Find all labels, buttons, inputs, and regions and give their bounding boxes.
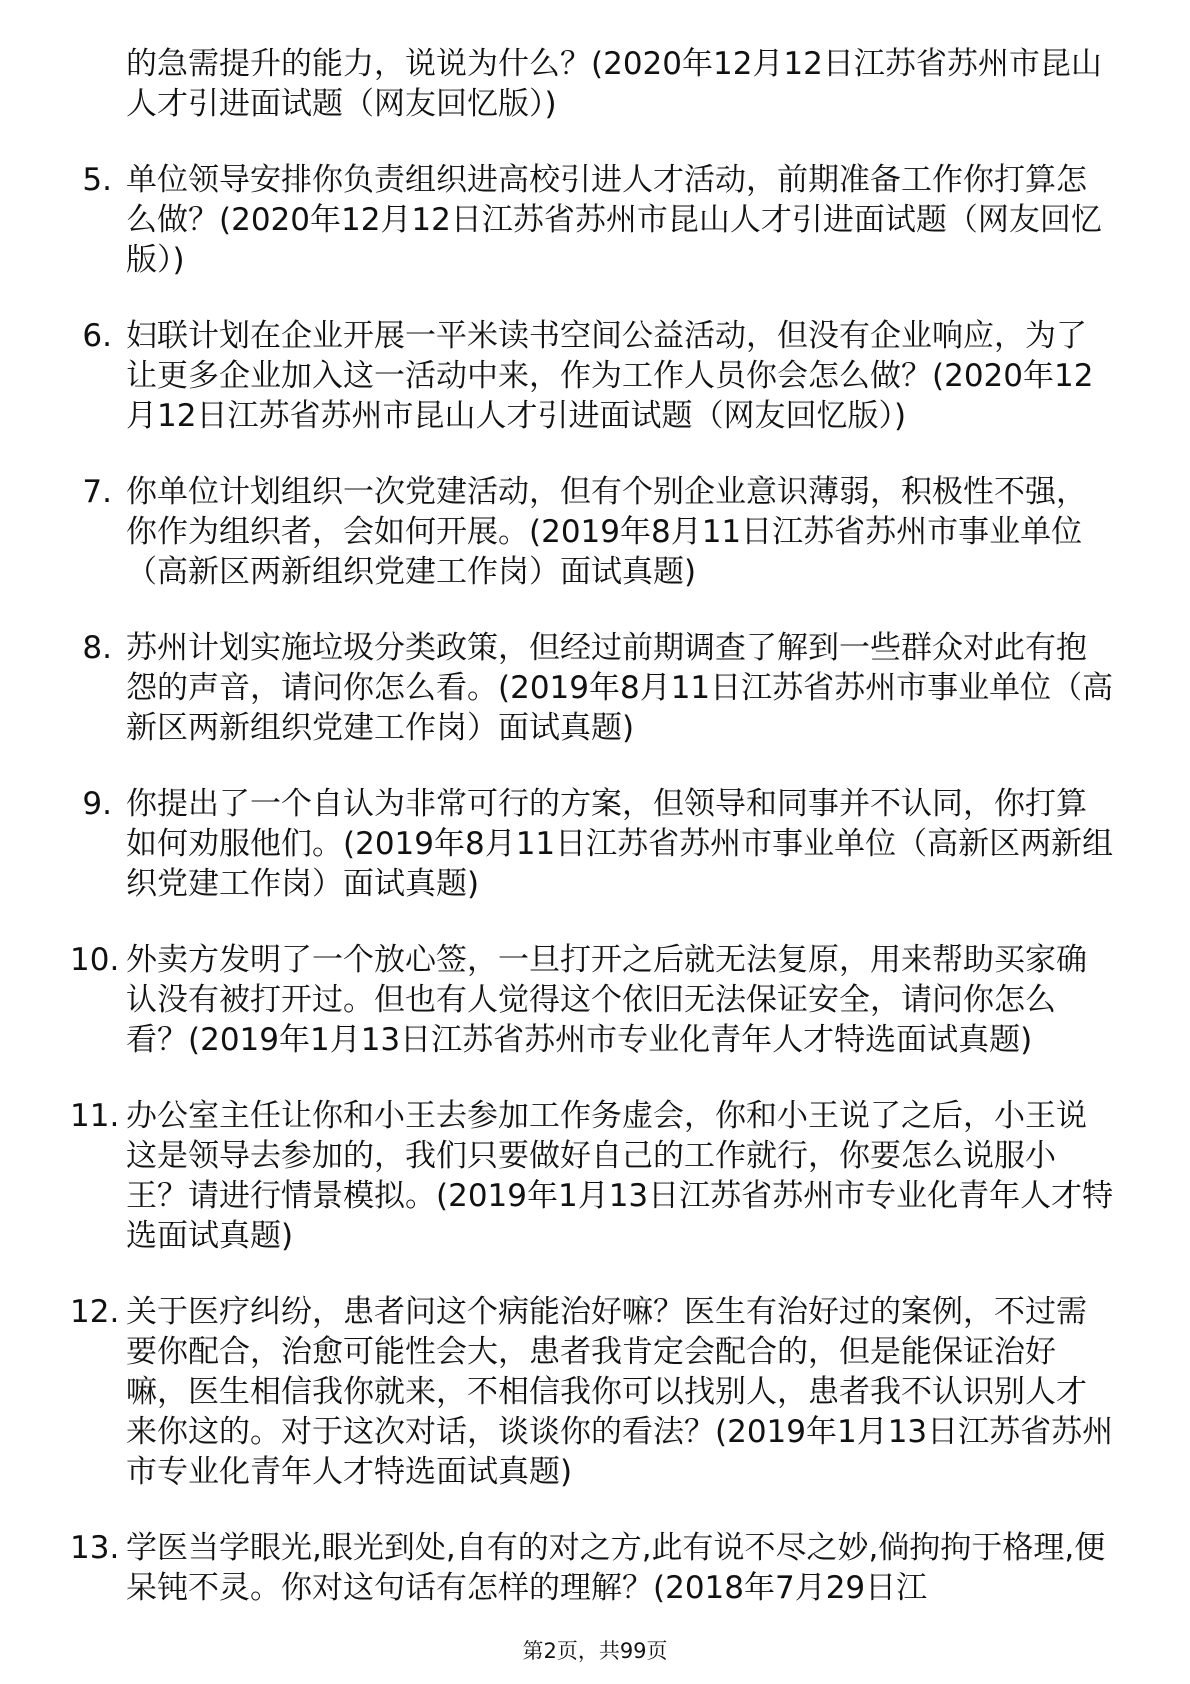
list-item [70,160,1115,280]
list-item [70,1292,1115,1492]
list-item [70,472,1115,592]
list-item [70,628,1115,748]
list-item [70,940,1115,1060]
list-item [70,316,1115,436]
item-text: 学医当学眼光,眼光到处,自有的对之方,此有说不尽之妙,倘拘拘于格理,便呆钝不灵。你对这句话有怎样的理解？(2018年7月29日江 [126,1530,1106,1606]
item-number: 9. [82,786,112,822]
page-footer: 第2页，共99页 [522,1639,668,1663]
item-number: 10. [70,942,120,978]
item-number: 7. [82,474,112,510]
item-number: 11. [70,1098,120,1134]
item-text: 妇联计划在企业开展一平米读书空间公益活动，但没有企业响应，为了让更多企业加入这一活动中来，作为工作人员你会怎么做？(2020年12月12日江苏省苏州市昆山人才引进面试题（网友回忆版）) [126,318,1094,434]
continued-question-text: 的急需提升的能力，说说为什么？(2020年12月12日江苏省苏州市昆山人才引进面试题（网友回忆版）) [126,46,1102,122]
item-text: 单位领导安排你负责组织进高校引进人才活动，前期准备工作你打算怎么做？(2020年12月12日江苏省苏州市昆山人才引进面试题（网友回忆版）) [126,162,1102,278]
list-item [70,1096,1115,1256]
item-number: 13. [70,1530,120,1566]
item-number: 8. [82,630,112,666]
item-text: 外卖方发明了一个放心签，一旦打开之后就无法复原，用来帮助买家确认没有被打开过。但也有人觉得这个依旧无法保证安全，请问你怎么看？(2019年1月13日江苏省苏州市专业化青年人才特选面试真题) [126,942,1087,1058]
item-text: 你单位计划组织一次党建活动，但有个别企业意识薄弱，积极性不强，你作为组织者，会如何开展。(2019年8月11日江苏省苏州市事业单位（高新区两新组织党建工作岗）面试真题) [126,474,1087,590]
list-item [70,784,1115,904]
item-number: 5. [82,162,112,198]
item-number: 12. [70,1294,120,1330]
item-text: 关于医疗纠纷，患者问这个病能治好嘛？医生有治好过的案例，不过需要你配合，治愈可能性会大，患者我肯定会配合的，但是能保证治好嘛，医生相信我你就来，不相信我你可以找别人，患者我不认识别人才来你这的。对于这次对话，谈谈你的看法？(2019年1月13日江苏省苏州市专业化青年人才特选面试真题) [126,1294,1114,1490]
list-item [70,1528,1115,1608]
item-text: 苏州计划实施垃圾分类政策，但经过前期调查了解到一些群众对此有抱怨的声音，请问你怎么看。(2019年8月11日江苏省苏州市事业单位（高新区两新组织党建工作岗）面试真题) [126,630,1114,746]
item-number: 6. [82,318,112,354]
item-text: 办公室主任让你和小王去参加工作务虚会，你和小王说了之后，小王说这是领导去参加的，我们只要做好自己的工作就行，你要怎么说服小王？请进行情景模拟。(2019年1月13日江苏省苏州市专业化青年人才特选面试真题) [126,1098,1114,1254]
item-text: 你提出了一个自认为非常可行的方案，但领导和同事并不认同，你打算如何劝服他们。(2019年8月11日江苏省苏州市事业单位（高新区两新组织党建工作岗）面试真题) [126,786,1114,902]
question-list [70,44,1115,1608]
